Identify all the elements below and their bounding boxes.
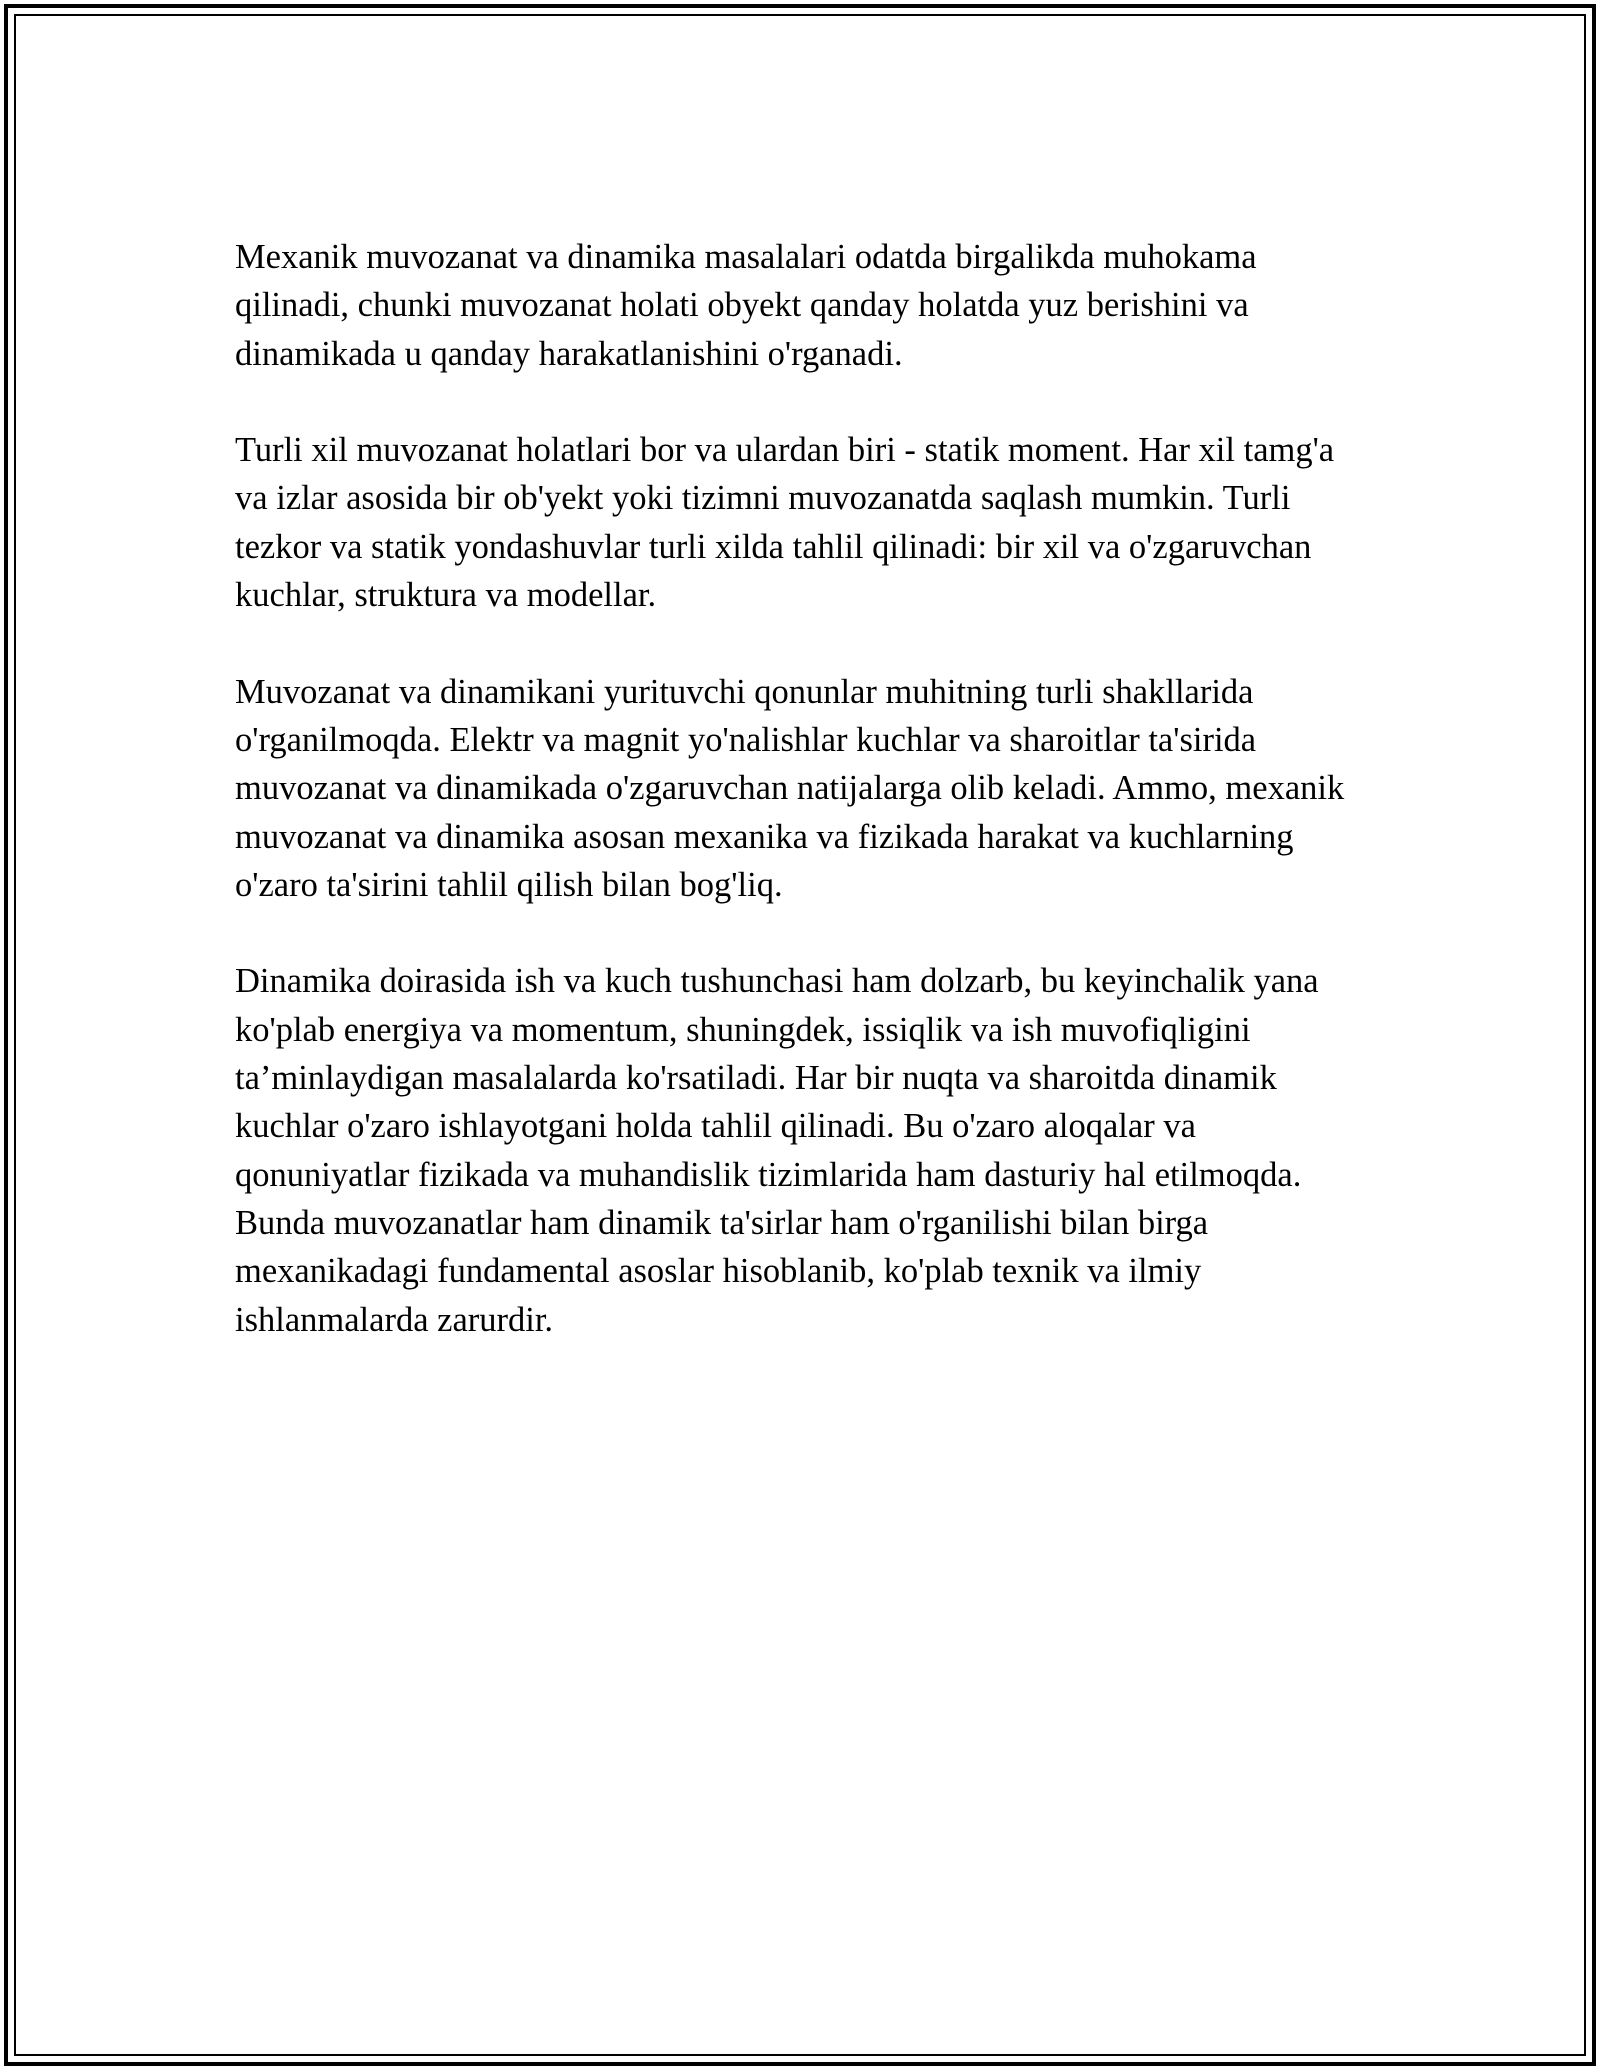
document-body xyxy=(235,233,1370,1392)
paragraph-1: Mexanik muvozanat va dinamika masalalari odatda birgalikda muhokama qilinadi, chunki muvozanat holati obyekt qanday holatda yuz berishini va dinamikada u qanday harakatlanishini o'rganadi. xyxy=(235,238,1257,373)
paragraph-3: Muvozanat va dinamikani yurituvchi qonunlar muhitning turli shakllarida o'rganilmoqda. Elektr va magnit yo'nalishlar kuchlar va sharoitlar ta'sirida muvozanat va dinamikada o'zgaruvchan natijalarga olib keladi. Ammo, mexanik muvozanat va dinamika asosan mexanika va fizikada harakat va kuchlarning o'zaro ta'sirini tahlil qilish bilan bog'liq. xyxy=(235,672,1345,904)
paragraph-4: Dinamika doirasida ish va kuch tushunchasi ham dolzarb, bu keyinchalik yana ko'plab energiya va momentum, shuningdek, issiqlik va ish muvofiqligini ta’minlaydigan masalalarda ko'rsatiladi. Har bir nuqta va sharoitda dinamik kuchlar o'zaro ishlayotgani holda tahlil qilinadi. Bu o'zaro aloqalar va qonuniyatlar fizikada va muhandislik tizimlarida ham dasturiy hal etilmoqda. Bunda muvozanatlar ham dinamik ta'sirlar ham o'rganilishi bilan birga mexanikadagi fundamental asoslar hisoblanib, ko'plab texnik va ilmiy ishlanmalarda zarurdir. xyxy=(235,962,1319,1339)
paragraph-2: Turli xil muvozanat holatlari bor va ulardan biri - statik moment. Har xil tamg'a va izlar asosida bir ob'yekt yoki tizimni muvozanatda saqlash mumkin. Turli tezkor va statik yondashuvlar turli xilda tahlil qilinadi: bir xil va o'zgaruvchan kuchlar, struktura va modellar. xyxy=(235,431,1335,615)
